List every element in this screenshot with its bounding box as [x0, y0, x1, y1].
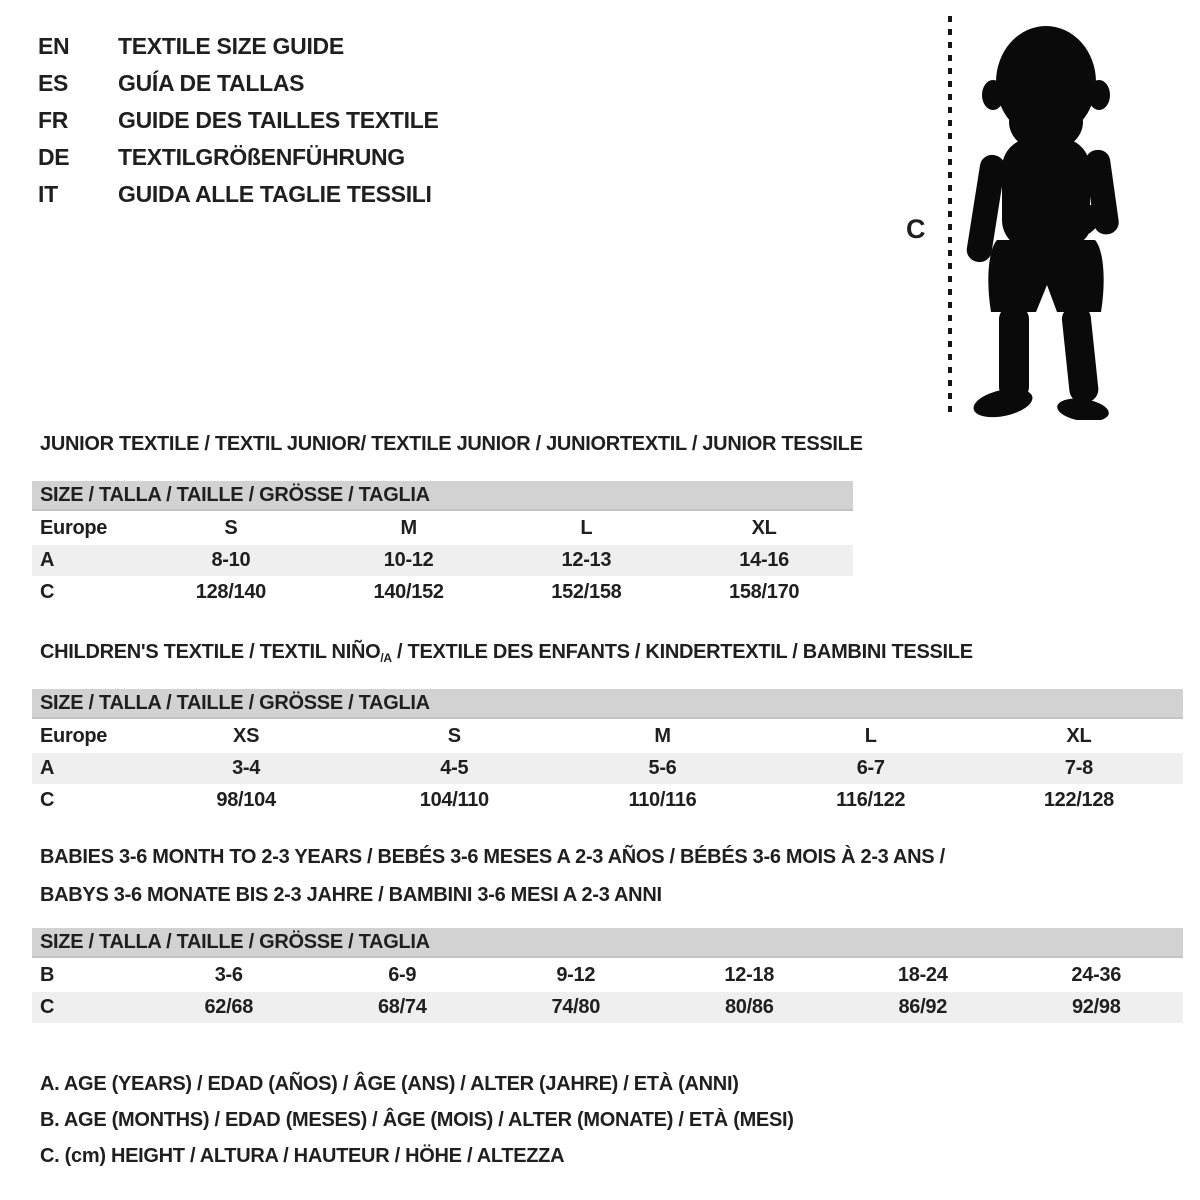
language-list: [38, 28, 439, 213]
size-cell: L: [864, 725, 877, 747]
size-cell: XL: [751, 517, 777, 539]
age-cell: 5-6: [648, 757, 677, 779]
height-cell: 104/110: [419, 789, 489, 811]
lang-label: GUIDA ALLE TAGLIE TESSILI: [118, 181, 432, 207]
size-header-bar: SIZE / TALLA / TAILLE / GRÖSSE / TAGLIA: [32, 689, 1183, 719]
height-cell: 62/68: [204, 996, 254, 1018]
height-cell: 92/98: [1071, 996, 1121, 1018]
children-title-pre: CHILDREN'S TEXTILE / TEXTIL NIÑO: [40, 641, 381, 663]
table-row-age: [32, 545, 853, 577]
size-cell: XL: [1066, 725, 1092, 747]
lang-row-es: [38, 65, 439, 102]
table-row-europe: [32, 513, 853, 545]
table-row-height: [32, 577, 853, 609]
lang-label: GUÍA DE TALLAS: [118, 70, 305, 96]
row-label: Europe: [40, 517, 108, 539]
lang-row-en: [38, 28, 439, 65]
section-title-children: [40, 641, 973, 665]
row-label: B: [40, 964, 55, 986]
height-cell: 122/128: [1043, 789, 1115, 811]
height-cell: 152/158: [551, 581, 622, 603]
months-cell: 6-9: [388, 964, 417, 986]
children-title-sub: /A: [380, 651, 392, 665]
table-row-height: [32, 785, 1183, 817]
height-cell: 128/140: [195, 581, 266, 603]
height-cell: 68/74: [377, 996, 427, 1018]
size-cell: XS: [233, 725, 260, 747]
legend-line-c: C. (cm) HEIGHT / ALTURA / HAUTEUR / HÖHE / ALTEZZA: [40, 1144, 565, 1167]
lang-label: TEXTILGRÖßENFÜHRUNG: [118, 144, 405, 170]
row-label: C: [40, 581, 55, 603]
age-cell: 6-7: [856, 757, 885, 779]
height-dashed-line-icon: [948, 16, 952, 416]
size-table-children: [32, 689, 1183, 817]
size-header-bar: SIZE / TALLA / TAILLE / GRÖSSE / TAGLIA: [32, 481, 853, 511]
lang-code: IT: [38, 181, 58, 207]
height-cell: 110/116: [628, 789, 697, 811]
height-cell: 158/170: [729, 581, 800, 603]
table-row-age: [32, 753, 1183, 785]
size-cell: M: [654, 725, 671, 747]
months-cell: 24-36: [1071, 964, 1122, 986]
row-label: C: [40, 789, 55, 811]
legend-line-b: B. AGE (MONTHS) / EDAD (MESES) / ÂGE (MOIS) / ALTER (MONATE) / ETÀ (MESI): [40, 1108, 794, 1131]
age-cell: 12-13: [561, 549, 612, 571]
size-table-babies: [32, 928, 1183, 1024]
lang-code: DE: [38, 144, 70, 170]
height-cell: 116/122: [836, 789, 906, 811]
lang-label: GUIDE DES TAILLES TEXTILE: [118, 107, 439, 133]
age-cell: 10-12: [383, 549, 434, 571]
height-cell: 98/104: [216, 789, 276, 811]
age-cell: 4-5: [440, 757, 469, 779]
lang-code: EN: [38, 33, 70, 59]
lang-label: TEXTILE SIZE GUIDE: [118, 33, 344, 59]
age-cell: 7-8: [1064, 757, 1093, 779]
height-cell: 80/86: [724, 996, 774, 1018]
size-cell: L: [580, 517, 593, 539]
height-marker-label: C: [906, 214, 926, 244]
lang-code: ES: [38, 70, 69, 96]
children-title-post: / TEXTILE DES ENFANTS / KINDERTEXTIL / BAMBINI TESSILE: [391, 641, 973, 663]
lang-row-it: [38, 176, 439, 213]
months-cell: 3-6: [214, 964, 243, 986]
age-cell: 3-4: [232, 757, 261, 779]
height-cell: 74/80: [551, 996, 601, 1018]
row-label: A: [40, 549, 55, 571]
age-cell: 8-10: [211, 549, 251, 571]
legend-line-a: A. AGE (YEARS) / EDAD (AÑOS) / ÂGE (ANS) / ALTER (JAHRE) / ETÀ (ANNI): [40, 1072, 739, 1095]
height-cell: 140/152: [373, 581, 444, 603]
section-title-junior: JUNIOR TEXTILE / TEXTIL JUNIOR/ TEXTILE JUNIOR / JUNIORTEXTIL / JUNIOR TESSILE: [40, 433, 863, 455]
table-row-europe: [32, 721, 1183, 753]
section-title-babies-line2: BABYS 3-6 MONATE BIS 2-3 JAHRE / BAMBINI 3-6 MESI A 2-3 ANNI: [40, 884, 662, 906]
toddler-silhouette-icon: [963, 20, 1138, 420]
size-header-bar: SIZE / TALLA / TAILLE / GRÖSSE / TAGLIA: [32, 928, 1183, 958]
lang-row-de: [38, 139, 439, 176]
row-label: C: [40, 996, 55, 1018]
size-cell: M: [400, 517, 417, 539]
months-cell: 12-18: [724, 964, 775, 986]
section-title-babies-line1: BABIES 3-6 MONTH TO 2-3 YEARS / BEBÉS 3-6 MESES A 2-3 AÑOS / BÉBÉS 3-6 MOIS À 2-3 ANS /: [40, 846, 945, 868]
age-cell: 14-16: [739, 549, 789, 571]
lang-row-fr: [38, 102, 439, 139]
row-label: Europe: [40, 725, 108, 747]
months-cell: 9-12: [556, 964, 596, 986]
size-cell: S: [447, 725, 461, 747]
height-cell: 86/92: [898, 996, 948, 1018]
months-cell: 18-24: [897, 964, 948, 986]
table-row-height: [32, 992, 1183, 1024]
lang-code: FR: [38, 107, 69, 133]
size-cell: S: [224, 517, 238, 539]
table-row-months: [32, 960, 1183, 992]
row-label: A: [40, 757, 55, 779]
size-table-junior: [32, 481, 853, 609]
legend: [40, 1066, 794, 1174]
